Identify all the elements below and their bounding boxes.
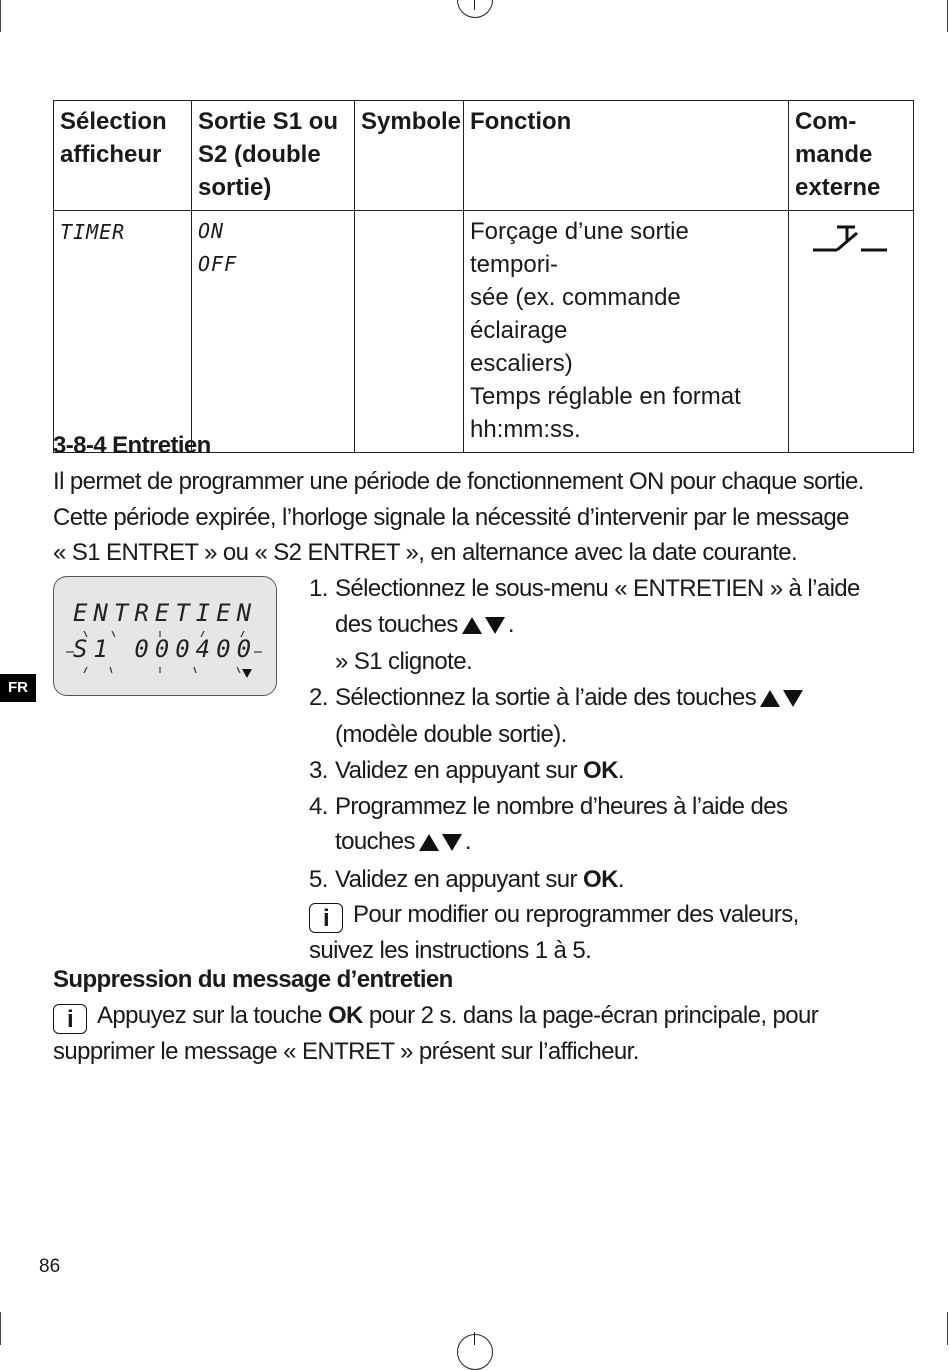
list-item: 3. Validez en appuyant sur OK. xyxy=(309,756,624,784)
steps-list: 1. Sélectionnez le sous-menu « ENTRETIEN » à l’aide des touches . » S1 clignote. 2. Sélectionnez la sortie à l’aide des touches (modèle double sortie). 3. Validez en appuyant sur OK. 4. Programmez le nombre d’heures à l’aide des touches . 5. Validez en appuyant sur OK. i Pour modifier ou reprogrammer des valeurs, suivez les instructions 1 à 5. xyxy=(309,571,919,969)
table-row xyxy=(54,211,914,453)
suppression-title: Suppression du message d’entretien xyxy=(53,966,453,993)
header-sortie: Sortie S1 ou S2 (double sortie) xyxy=(192,101,355,211)
ok-key-label: OK xyxy=(583,756,618,784)
crop-line-bottom xyxy=(474,1332,475,1345)
header-selection-afficheur: Sélection afficheur xyxy=(54,101,192,211)
list-item: 4. Programmez le nombre d’heures à l’aide des touches . xyxy=(309,789,919,862)
table-header-row xyxy=(54,101,914,211)
suppression-text: i Appuyez sur la touche OK pour 2 s. dans la page-écran principale, pour supprimer le message « ENTRET » présent sur l’afficheur. xyxy=(53,1002,819,1065)
up-down-arrows-icon xyxy=(419,826,465,862)
edge-mark-right-bottom xyxy=(947,1312,948,1345)
list-item: 5. Validez en appuyant sur OK. xyxy=(309,865,624,893)
function-table xyxy=(53,100,914,453)
edge-mark-right-top xyxy=(947,0,948,32)
lcd-down-arrow-icon xyxy=(242,669,252,678)
cell-outputs xyxy=(192,211,355,453)
output-on: ON xyxy=(198,219,225,243)
header-commande-externe: Com- mande externe xyxy=(789,101,914,211)
registration-mark-bottom xyxy=(457,1334,493,1370)
page-number: 86 xyxy=(39,1256,61,1277)
info-icon: i xyxy=(309,903,343,933)
lcd-display xyxy=(53,576,277,696)
registration-mark-top xyxy=(457,0,493,18)
cell-external-command xyxy=(789,211,914,453)
cell-display xyxy=(54,211,192,453)
section-intro: Il permet de programmer une période de fonctionnement ON pour chaque sortie. Cette période expirée, l’horloge signale la nécessité d’intervenir par le message « S1 ENTRET » ou « S2 ENTRET », en alternance avec la date courante. xyxy=(53,468,864,566)
header-fonction: Fonction xyxy=(464,101,789,211)
language-tab: FR xyxy=(0,674,36,702)
lcd-line-1: ENTRETIEN xyxy=(72,599,258,627)
edge-mark-left-bottom xyxy=(0,1312,1,1345)
ok-key-label: OK xyxy=(583,865,618,893)
crop-line-top xyxy=(474,0,475,10)
ok-key-label: OK xyxy=(327,1002,363,1029)
section-title: 3-8-4 Entretien xyxy=(53,432,211,459)
output-off: OFF xyxy=(198,252,238,276)
up-down-arrows-icon xyxy=(462,609,508,645)
push-button-switch-icon xyxy=(809,221,893,255)
list-item: 1. Sélectionnez le sous-menu « ENTRETIEN » à l’aide des touches . » S1 clignote. xyxy=(309,575,860,676)
cell-function: Forçage d’une sortie tempori- sée (ex. commande éclairage escaliers) Temps réglable en format hh:mm:ss. xyxy=(464,211,789,453)
info-note: i Pour modifier ou reprogrammer des valeurs, xyxy=(309,897,919,933)
header-symbole: Symbole xyxy=(355,101,464,211)
edge-mark-left-top xyxy=(0,0,1,32)
display-value: TIMER xyxy=(60,220,126,244)
up-down-arrows-icon xyxy=(760,682,806,718)
list-item: 2. Sélectionnez la sortie à l’aide des touches (modèle double sortie). xyxy=(309,680,919,753)
cell-symbol xyxy=(355,211,464,453)
lcd-line-2: S1 000400 xyxy=(72,635,258,663)
info-icon: i xyxy=(53,1004,87,1034)
